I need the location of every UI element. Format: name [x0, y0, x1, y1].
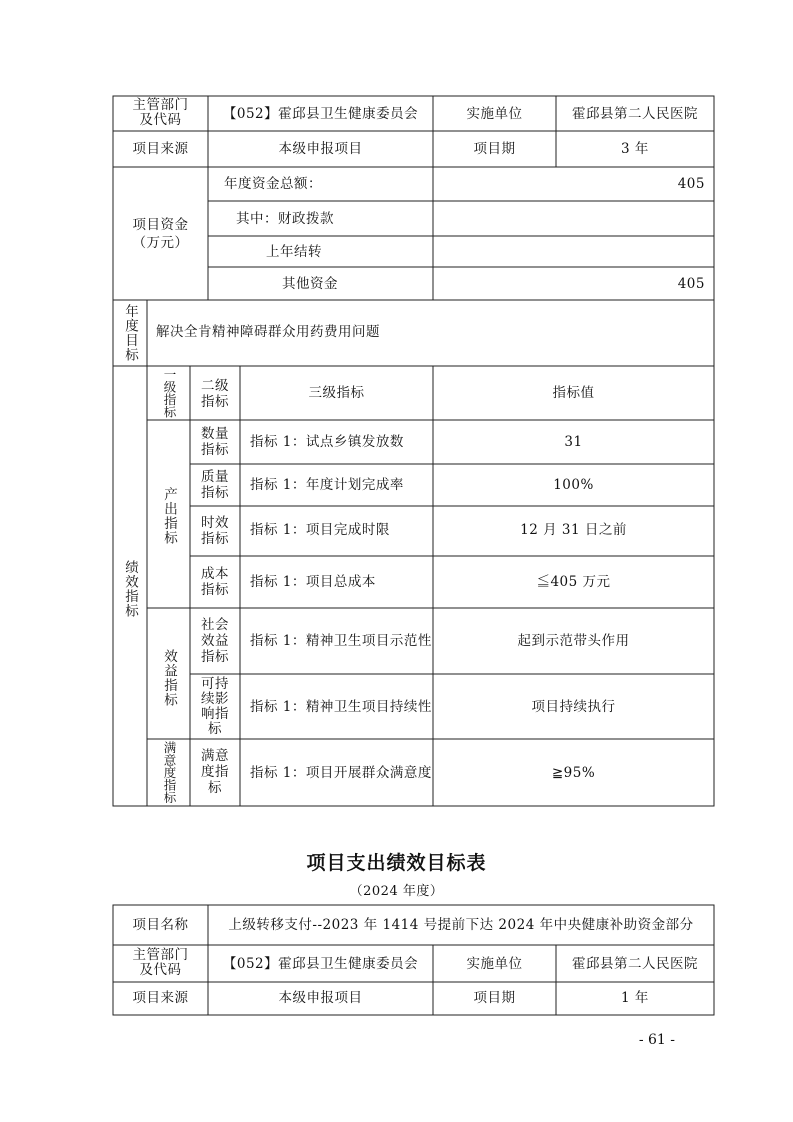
row-indicator: 指标 1：年度计划完成率 — [250, 477, 404, 493]
source-label: 项目来源 — [132, 141, 189, 157]
impl-value: 霍邱县第二人民医院 — [572, 106, 698, 122]
row-level2: 可持续影响指标 — [201, 676, 229, 737]
section-subtitle: （2024 年度） — [349, 884, 444, 899]
period-label: 项目期 — [473, 990, 516, 1006]
name-label: 项目名称 — [132, 917, 189, 933]
funds-carry-label: 上年结转 — [266, 244, 322, 260]
row-indicator: 指标 1：精神卫生项目示范性 — [250, 633, 432, 649]
cat-effect: 效益指标 — [161, 649, 177, 707]
impl-label: 实施单位 — [466, 106, 523, 122]
row-indicator: 指标 1：项目总成本 — [250, 574, 376, 590]
row-indicator: 指标 1：精神卫生项目持续性 — [250, 699, 432, 715]
period-value: 1 年 — [621, 990, 649, 1006]
row-value: 12 月 31 日之前 — [520, 522, 627, 538]
head-level3: 三级指标 — [308, 385, 365, 401]
row-level2: 成本指标 — [201, 566, 229, 598]
row-level2: 时效指标 — [201, 515, 229, 547]
funds-other-label: 其他资金 — [282, 276, 338, 292]
period-label: 项目期 — [473, 141, 516, 157]
row-level2: 满意度指标 — [201, 748, 229, 796]
funds-other-value: 405 — [677, 276, 705, 292]
row-level2: 质量指标 — [201, 469, 229, 501]
section-title: 项目支出绩效目标表 — [306, 852, 487, 874]
period-value: 3 年 — [621, 141, 649, 157]
row-indicator: 指标 1：项目开展群众满意度 — [250, 765, 432, 781]
dept-label: 主管部门 及代码 — [132, 947, 189, 978]
funds-label: 项目资金 （万元） — [132, 217, 189, 251]
source-label: 项目来源 — [132, 990, 189, 1006]
row-indicator: 指标 1：项目完成时限 — [250, 522, 390, 538]
row-value: ≦405 万元 — [536, 574, 611, 590]
page-number: - 61 - — [638, 1032, 675, 1048]
funds-total-value: 405 — [677, 176, 705, 192]
row-value: ≧95% — [551, 765, 596, 781]
source-value: 本级申报项目 — [278, 141, 363, 157]
funds-fiscal-label: 其中：财政拨款 — [236, 211, 334, 227]
row-indicator: 指标 1：试点乡镇发放数 — [250, 434, 404, 450]
row-value: 31 — [564, 434, 583, 450]
name-value: 上级转移支付--2023 年 1414 号提前下达 2024 年中央健康补助资金部分 — [228, 917, 694, 933]
perf-label: 绩效指标 — [122, 560, 138, 618]
source-value: 本级申报项目 — [278, 990, 363, 1006]
impl-value: 霍邱县第二人民医院 — [572, 956, 698, 972]
dept-value: 【052】霍邱县卫生健康委员会 — [222, 106, 419, 122]
row-value: 100% — [553, 477, 594, 493]
row-value: 项目持续执行 — [531, 699, 616, 715]
dept-value: 【052】霍邱县卫生健康委员会 — [222, 956, 419, 972]
goal-value: 解决全肯精神障碍群众用药费用问题 — [156, 324, 380, 340]
head-value: 指标值 — [552, 385, 595, 401]
row-value: 起到示范带头作用 — [517, 633, 630, 649]
impl-label: 实施单位 — [466, 956, 523, 972]
goal-label: 年度目标 — [122, 304, 138, 362]
head-level1: 一级指标 — [162, 368, 177, 418]
dept-label: 主管部门 及代码 — [132, 97, 189, 128]
cat-satisfaction: 满意度指标 — [162, 740, 177, 804]
funds-total-label: 年度资金总额： — [224, 176, 322, 192]
row-level2: 数量指标 — [201, 426, 229, 458]
cat-output: 产出指标 — [161, 487, 177, 545]
head-level2: 二级指标 — [201, 378, 229, 410]
row-level2: 社会效益指标 — [201, 617, 229, 665]
